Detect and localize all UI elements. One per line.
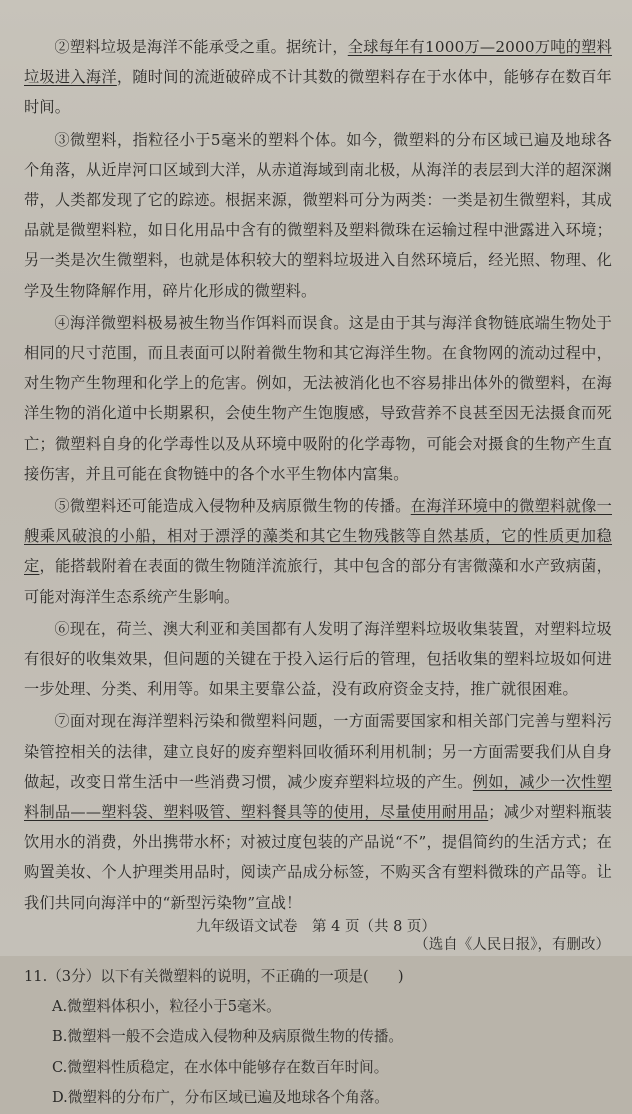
paragraph-p4: [24, 308, 612, 489]
article-body: [24, 32, 612, 918]
option-d[interactable]: D.微塑料的分布广，分布区域已遍及地球各个角落。: [52, 1089, 389, 1107]
text-segment: ；减少对塑料瓶装饮用水的消费，外出携带水杯；对被过度包装的产品说“不”，提倡简约的生活方式；在购置美妆、个人护理类用品时，阅读产品成分标签，不购买含有塑料微珠的产品等。让我们共同向海洋中的“新型污染物”宣战！: [24, 803, 613, 912]
text-segment: ⑦面对现在海洋塑料污染和微塑料问题，一方面需要国家和相关部门完善与塑料污染管控相关的法律，建立良好的废弃塑料回收循环利用机制；另一方面需要我们从自身做起，改变日常生活中一些消费习惯，减少废弃塑料垃圾的产生。: [24, 712, 612, 791]
text-segment: ④海洋微塑料极易被生物当作饵料而误食。这是由于其与海洋食物链底端生物处于相同的尺寸范围，而且表面可以附着微生物和其它海洋生物。在食物网的流动过程中，对生物产生物理和化学上的危害。例如，无法被消化也不容易排出体外的微塑料，在海洋生物的消化道中长期累积，会使生物产生饱腹感，导致营养不良甚至因无法摄食而死亡；微塑料自身的化学毒性以及从环境中吸附的化学毒物，可能会对摄食的生物产生直接伤害，并且可能在食物链中的各个水平生物体内富集。: [24, 313, 612, 483]
underlined-sentence: 在海洋环境中的微塑料就像一艘乘风破浪的小船，相对于漂浮的藻类和其它生物残骸等自然基质，它的性质更加稳定: [24, 497, 612, 576]
paragraph-p6: [24, 614, 612, 705]
page-footer: 九年级语文试卷 第 4 页（共 8 页）: [196, 919, 436, 935]
text-segment: ，随时间的流逝破碎成不计其数的微塑料存在于水体中，能够存在数百年时间。: [24, 68, 612, 117]
source-citation: （选自《人民日报》，有删改）: [414, 936, 610, 953]
paragraph-p2: [24, 32, 612, 123]
text-segment: ，能搭载附着在表面的微生物随洋流旅行，其中包含的部分有害微藻和水产致病菌，可能对海洋生态系统产生影响。: [24, 557, 612, 606]
paragraph-p5: [24, 491, 612, 612]
text-segment: ⑤微塑料还可能造成入侵物种及病原微生物的传播。: [54, 497, 411, 516]
option-c[interactable]: C.微塑料性质稳定，在水体中能够存在数百年时间。: [52, 1058, 389, 1076]
question-stem: 11.（3分）以下有关微塑料的说明，不正确的一项是( ): [24, 967, 404, 985]
option-b[interactable]: B.微塑料一般不会造成入侵物种及病原微生物的传播。: [52, 1028, 404, 1046]
option-a[interactable]: A.微塑料体积小，粒径小于5毫米。: [52, 997, 281, 1015]
paragraph-p3: [24, 125, 612, 306]
underlined-sentence: 全球每年有1000万—2000万吨的塑料垃圾进入海洋: [24, 38, 612, 87]
answer-options: [24, 992, 612, 1114]
text-segment: ⑥现在，荷兰、澳大利亚和美国都有人发明了海洋塑料垃圾收集装置，对塑料垃圾有很好的收集效果，但问题的关键在于投入运行后的管理，包括收集的塑料垃圾如何进一步处理、分类、利用等。如果主要靠公益，没有政府资金支持，推广就很困难。: [24, 619, 612, 699]
text-segment: ③微塑料，指粒径小于5毫米的塑料个体。如今，微塑料的分布区域已遍及地球各个角落，从近岸河口区域到大洋，从赤道海域到南北极，从海洋的表层到大洋的超深渊带，人类都发现了它的踪迹。根据来源，微塑料可分为两类：一类是初生微塑料，其成品就是微塑料粒，如日化用品中含有的微塑料及塑料微珠在运输过程中泄露进入环境；另一类是次生微塑料，也就是体积较大的塑料垃圾进入自然环境后，经光照、物理、化学及生物降解作用，碎片化形成的微塑料。: [24, 130, 612, 300]
paragraph-p7: [24, 706, 612, 917]
text-segment: ②塑料垃圾是海洋不能承受之重。据统计，: [54, 38, 348, 56]
underlined-sentence: 例如，减少一次性塑料制品——塑料袋、塑料吸管、塑料餐具等的使用，尽量使用耐用品: [24, 772, 612, 822]
